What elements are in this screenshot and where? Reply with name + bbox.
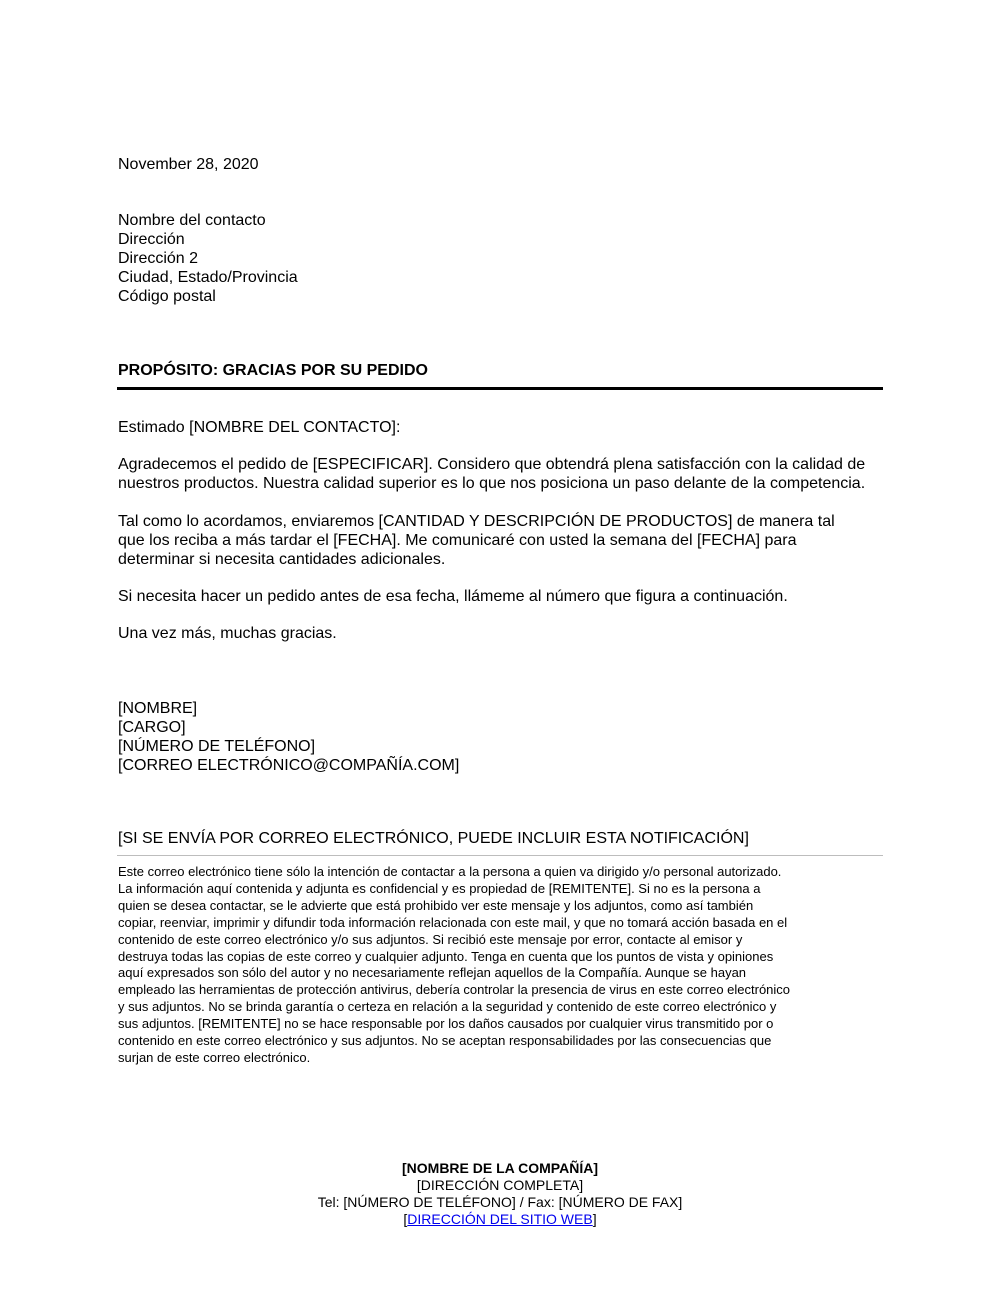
paragraph-line: nuestros productos. Nuestra calidad superior es lo que nos posiciona un paso delante de la competencia. <box>118 475 866 492</box>
signature-name: [NOMBRE] <box>118 700 198 717</box>
disclaimer-line: Este correo electrónico tiene sólo la intención de contactar a la persona a quien va dirigido y/o personal autorizado. <box>118 864 782 879</box>
disclaimer-line: surjan de este correo electrónico. <box>118 1049 311 1065</box>
footer-address: [DIRECCIÓN COMPLETA] <box>416 1177 584 1193</box>
recipient-address-line2: Dirección 2 <box>118 250 199 267</box>
footer-website-line <box>0 1211 1000 1228</box>
body-paragraph-4 <box>118 624 888 643</box>
bracket-close: ] <box>592 1211 597 1227</box>
disclaimer-line: aquí expresados son sólo del autor y no necesariamente reflejan aquellos de la Compañía. Aunque se hayan <box>118 965 747 981</box>
company-footer <box>0 1160 1000 1228</box>
salutation: Estimado [NOMBRE DEL CONTACTO]: <box>118 419 401 436</box>
paragraph-line: Tal como lo acordamos, enviaremos [CANTIDAD Y DESCRIPCIÓN DE PRODUCTOS] de manera tal <box>118 513 835 530</box>
disclaimer-line: La información aquí contenida y adjunta es confidencial y es propiedad de [REMITENTE]. Si no es la persona a <box>118 880 761 896</box>
signature-email: [CORREO ELECTRÓNICO@COMPAÑÍA.COM] <box>118 757 460 774</box>
letter-date: November 28, 2020 <box>118 156 259 173</box>
notice-divider <box>117 855 883 856</box>
disclaimer-line: sus adjuntos. [REMITENTE] no se hace responsable por los daños causados por cualquier virus transmitido por o <box>118 1016 774 1032</box>
disclaimer-line: copiar, reenviar, imprimir y difundir toda información relacionada con este mail, y que no tomará acción basada en el <box>118 914 788 930</box>
email-notice-heading: [SI SE ENVÍA POR CORREO ELECTRÓNICO, PUEDE INCLUIR ESTA NOTIFICACIÓN] <box>118 830 749 847</box>
purpose-divider <box>117 387 883 390</box>
purpose-heading: PROPÓSITO: GRACIAS POR SU PEDIDO <box>118 362 428 379</box>
disclaimer-line: quien se desea contactar, se le advierte que está prohibido ver este mensaje y los adjuntos, como así también <box>118 897 754 913</box>
disclaimer-line: destruya todas las copias de este correo y cualquier adjunto. Tenga en cuenta que los puntos de vista y opiniones <box>118 948 774 964</box>
paragraph-line: Una vez más, muchas gracias. <box>118 625 337 642</box>
disclaimer-line: contenido en este correo electrónico y sus adjuntos. No se aceptan responsabilidades por las consecuencias que <box>118 1033 772 1049</box>
signature-phone: [NÚMERO DE TELÉFONO] <box>118 738 316 755</box>
website-link[interactable]: DIRECCIÓN DEL SITIO WEB <box>407 1211 593 1227</box>
disclaimer-line: y sus adjuntos. No se brinda garantía o certeza en relación a la seguridad y contenido de este correo electrónico y <box>118 999 777 1015</box>
footer-contact: Tel: [NÚMERO DE TELÉFONO] / Fax: [NÚMERO DE FAX] <box>317 1194 683 1210</box>
email-disclaimer <box>118 864 888 1067</box>
paragraph-line: determinar si necesita cantidades adicionales. <box>118 551 446 568</box>
recipient-address <box>118 211 298 306</box>
body-paragraph-2 <box>118 512 888 569</box>
body-paragraph-1 <box>118 455 888 493</box>
disclaimer-line: empleado las herramientas de protección antivirus, debería controlar la presencia de virus en este correo electrónico <box>118 982 791 998</box>
body-paragraph-3 <box>118 587 888 606</box>
recipient-city-state: Ciudad, Estado/Provincia <box>118 269 298 286</box>
paragraph-line: Agradecemos el pedido de [ESPECIFICAR]. Considero que obtendrá plena satisfacción con la calidad de <box>118 456 866 473</box>
recipient-postal-code: Código postal <box>118 288 216 305</box>
paragraph-line: que los reciba a más tardar el [FECHA]. Me comunicaré con usted la semana del [FECHA] para <box>118 532 797 549</box>
disclaimer-line: contenido de este correo electrónico y/o sus adjuntos. Si recibió este mensaje por error, contacte al emisor y <box>118 931 743 947</box>
recipient-name: Nombre del contacto <box>118 212 266 229</box>
bracket-open: [ <box>403 1211 408 1227</box>
footer-company-name: [NOMBRE DE LA COMPAÑÍA] <box>402 1160 598 1176</box>
paragraph-line: Si necesita hacer un pedido antes de esa fecha, llámeme al número que figura a continuación. <box>118 588 788 605</box>
signature-title: [CARGO] <box>118 719 186 736</box>
recipient-address-line1: Dirección <box>118 231 185 248</box>
signature-block <box>118 699 459 775</box>
